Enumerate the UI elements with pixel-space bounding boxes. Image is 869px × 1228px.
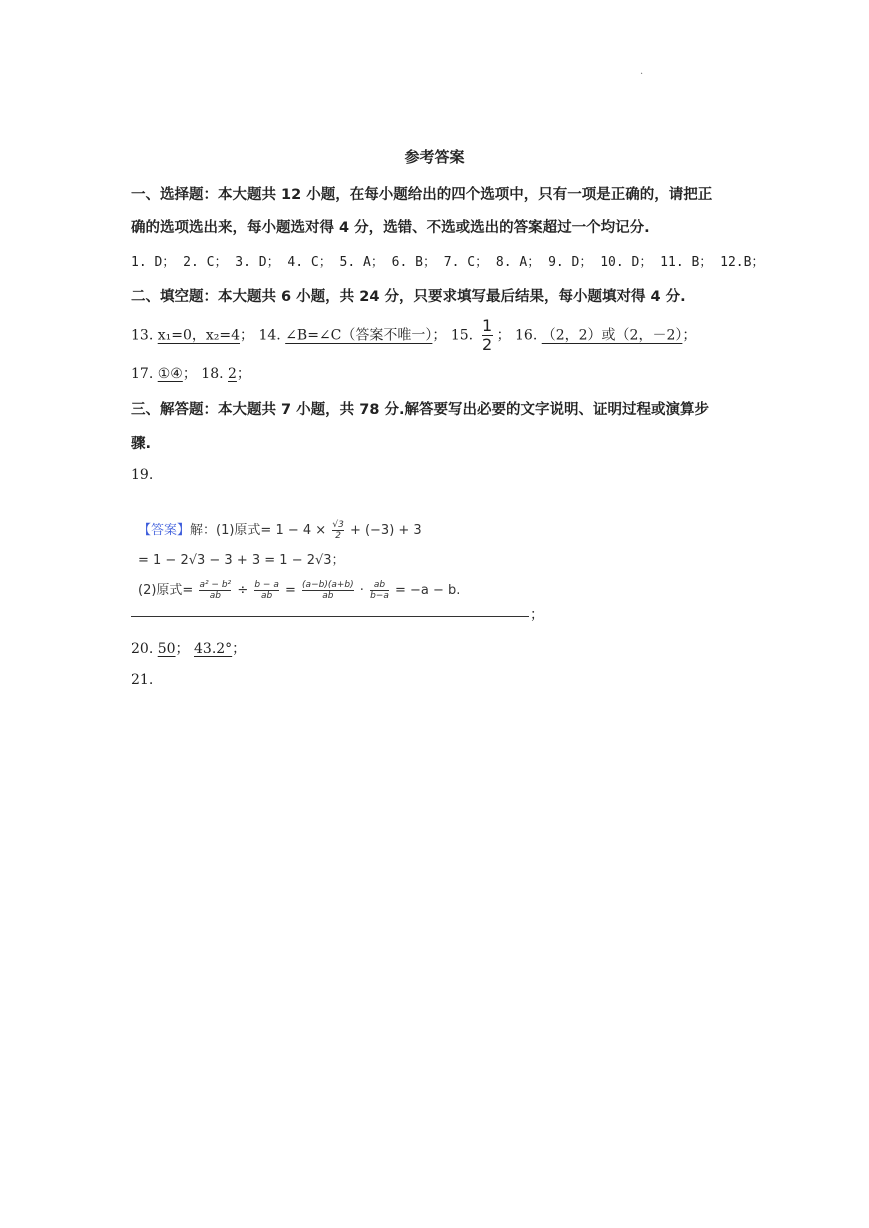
- q15-denominator: 2: [481, 335, 493, 354]
- q18-label: 18.: [201, 366, 224, 382]
- q13-label: 13.: [131, 327, 154, 344]
- q14-label: 14.: [258, 327, 281, 344]
- q17-label: 17.: [131, 366, 154, 382]
- frac-num: ab: [373, 580, 386, 590]
- frac-num: a² − b²: [199, 580, 232, 590]
- q19-line3-b: = −a − b.: [394, 583, 461, 598]
- fraction-1: [199, 580, 231, 601]
- operator: =: [285, 583, 296, 598]
- q20-label: 20.: [131, 641, 154, 657]
- fill-answers-row2: [131, 363, 251, 383]
- q19-line2: = 1 − 2√3 − 3 + 3 = 1 − 2√3；: [138, 553, 345, 568]
- sep: ；: [496, 327, 511, 344]
- fraction-4: [370, 580, 389, 601]
- sep: ；: [182, 366, 197, 382]
- q15-numerator: 1: [481, 316, 493, 335]
- frac-num: √3: [332, 520, 344, 530]
- answer-tag: 【答案】: [138, 523, 191, 538]
- q17-answer: ①④: [157, 366, 183, 382]
- section1-answers: 1. D； 2. C； 3. D； 4. C； 5. A； 6. B； 7. C； 8. A； 9. D； 10. D； 11. B； 12.B；: [131, 255, 765, 270]
- q20-answer-a: 50: [157, 641, 176, 657]
- frac-den: ab: [260, 591, 273, 601]
- q18-answer: 2: [228, 366, 237, 382]
- frac-num: b − a: [254, 580, 279, 590]
- frac-den: ab: [322, 591, 334, 601]
- q19-answer-underline: [131, 616, 529, 617]
- q19-line1-b: + (−3) + 3: [349, 523, 422, 538]
- frac-den: ab: [209, 591, 221, 601]
- header-dot: .: [640, 66, 644, 77]
- q19-answer-image: [138, 516, 533, 606]
- section2-heading: 二、填空题：本大题共 6 小题，共 24 分，只要求填写最后结果，每小题填对得 4 分.: [131, 289, 686, 305]
- fill-answers-row1: [131, 318, 696, 353]
- q13-answer: x₁=0，x₂=4: [157, 327, 241, 344]
- q15-fraction: [482, 318, 493, 353]
- q16-label: 16.: [515, 327, 538, 344]
- sep: ；: [432, 327, 447, 344]
- q19-line1: [138, 516, 533, 546]
- section1-heading-line2: 确的选项选出来，每小题选对得 4 分，选错、不选或选出的答案超过一个均记分.: [131, 220, 650, 236]
- section3-heading-line1: 三、解答题：本大题共 7 小题，共 78 分.解答要写出必要的文字说明、证明过程或演算步: [131, 402, 709, 418]
- q14-answer: ∠B=∠C（答案不唯一）: [285, 327, 433, 344]
- q20-row: [131, 638, 246, 658]
- operator: ·: [359, 583, 364, 598]
- frac-num: (a−b)(a+b): [302, 580, 354, 590]
- sep: ；: [240, 327, 255, 344]
- q19-line3: [138, 576, 533, 606]
- frac-den: 2: [335, 531, 341, 541]
- sep: ；: [236, 366, 251, 382]
- frac-den: b−a: [370, 591, 389, 601]
- section1-heading-line1: 一、选择题：本大题共 12 小题，在每小题给出的四个选项中，只有一项是正确的，请把正: [131, 187, 713, 203]
- section3-heading-line2: 骤.: [131, 436, 152, 452]
- q21-label: 21.: [131, 672, 154, 688]
- q19-line3-a: (2)原式=: [138, 583, 194, 598]
- q20-answer-b: 43.2°: [194, 641, 233, 657]
- sqrt3-over-2: [332, 520, 343, 541]
- q15-label: 15.: [450, 327, 474, 344]
- fraction-3: [302, 580, 354, 601]
- sep: ；: [232, 641, 247, 657]
- q16-answer: （2，2）或（2，－2）: [541, 327, 683, 344]
- q19-label: 19.: [131, 467, 154, 483]
- sep: ；: [682, 327, 697, 344]
- operator: ÷: [237, 583, 249, 598]
- fraction-2: [254, 580, 279, 601]
- q19-semicolon: ；: [530, 607, 544, 623]
- q19-line1-a: 解：(1)原式= 1 − 4 ×: [190, 523, 327, 538]
- page-title: 参考答案: [404, 148, 465, 166]
- sep: ；: [175, 641, 190, 657]
